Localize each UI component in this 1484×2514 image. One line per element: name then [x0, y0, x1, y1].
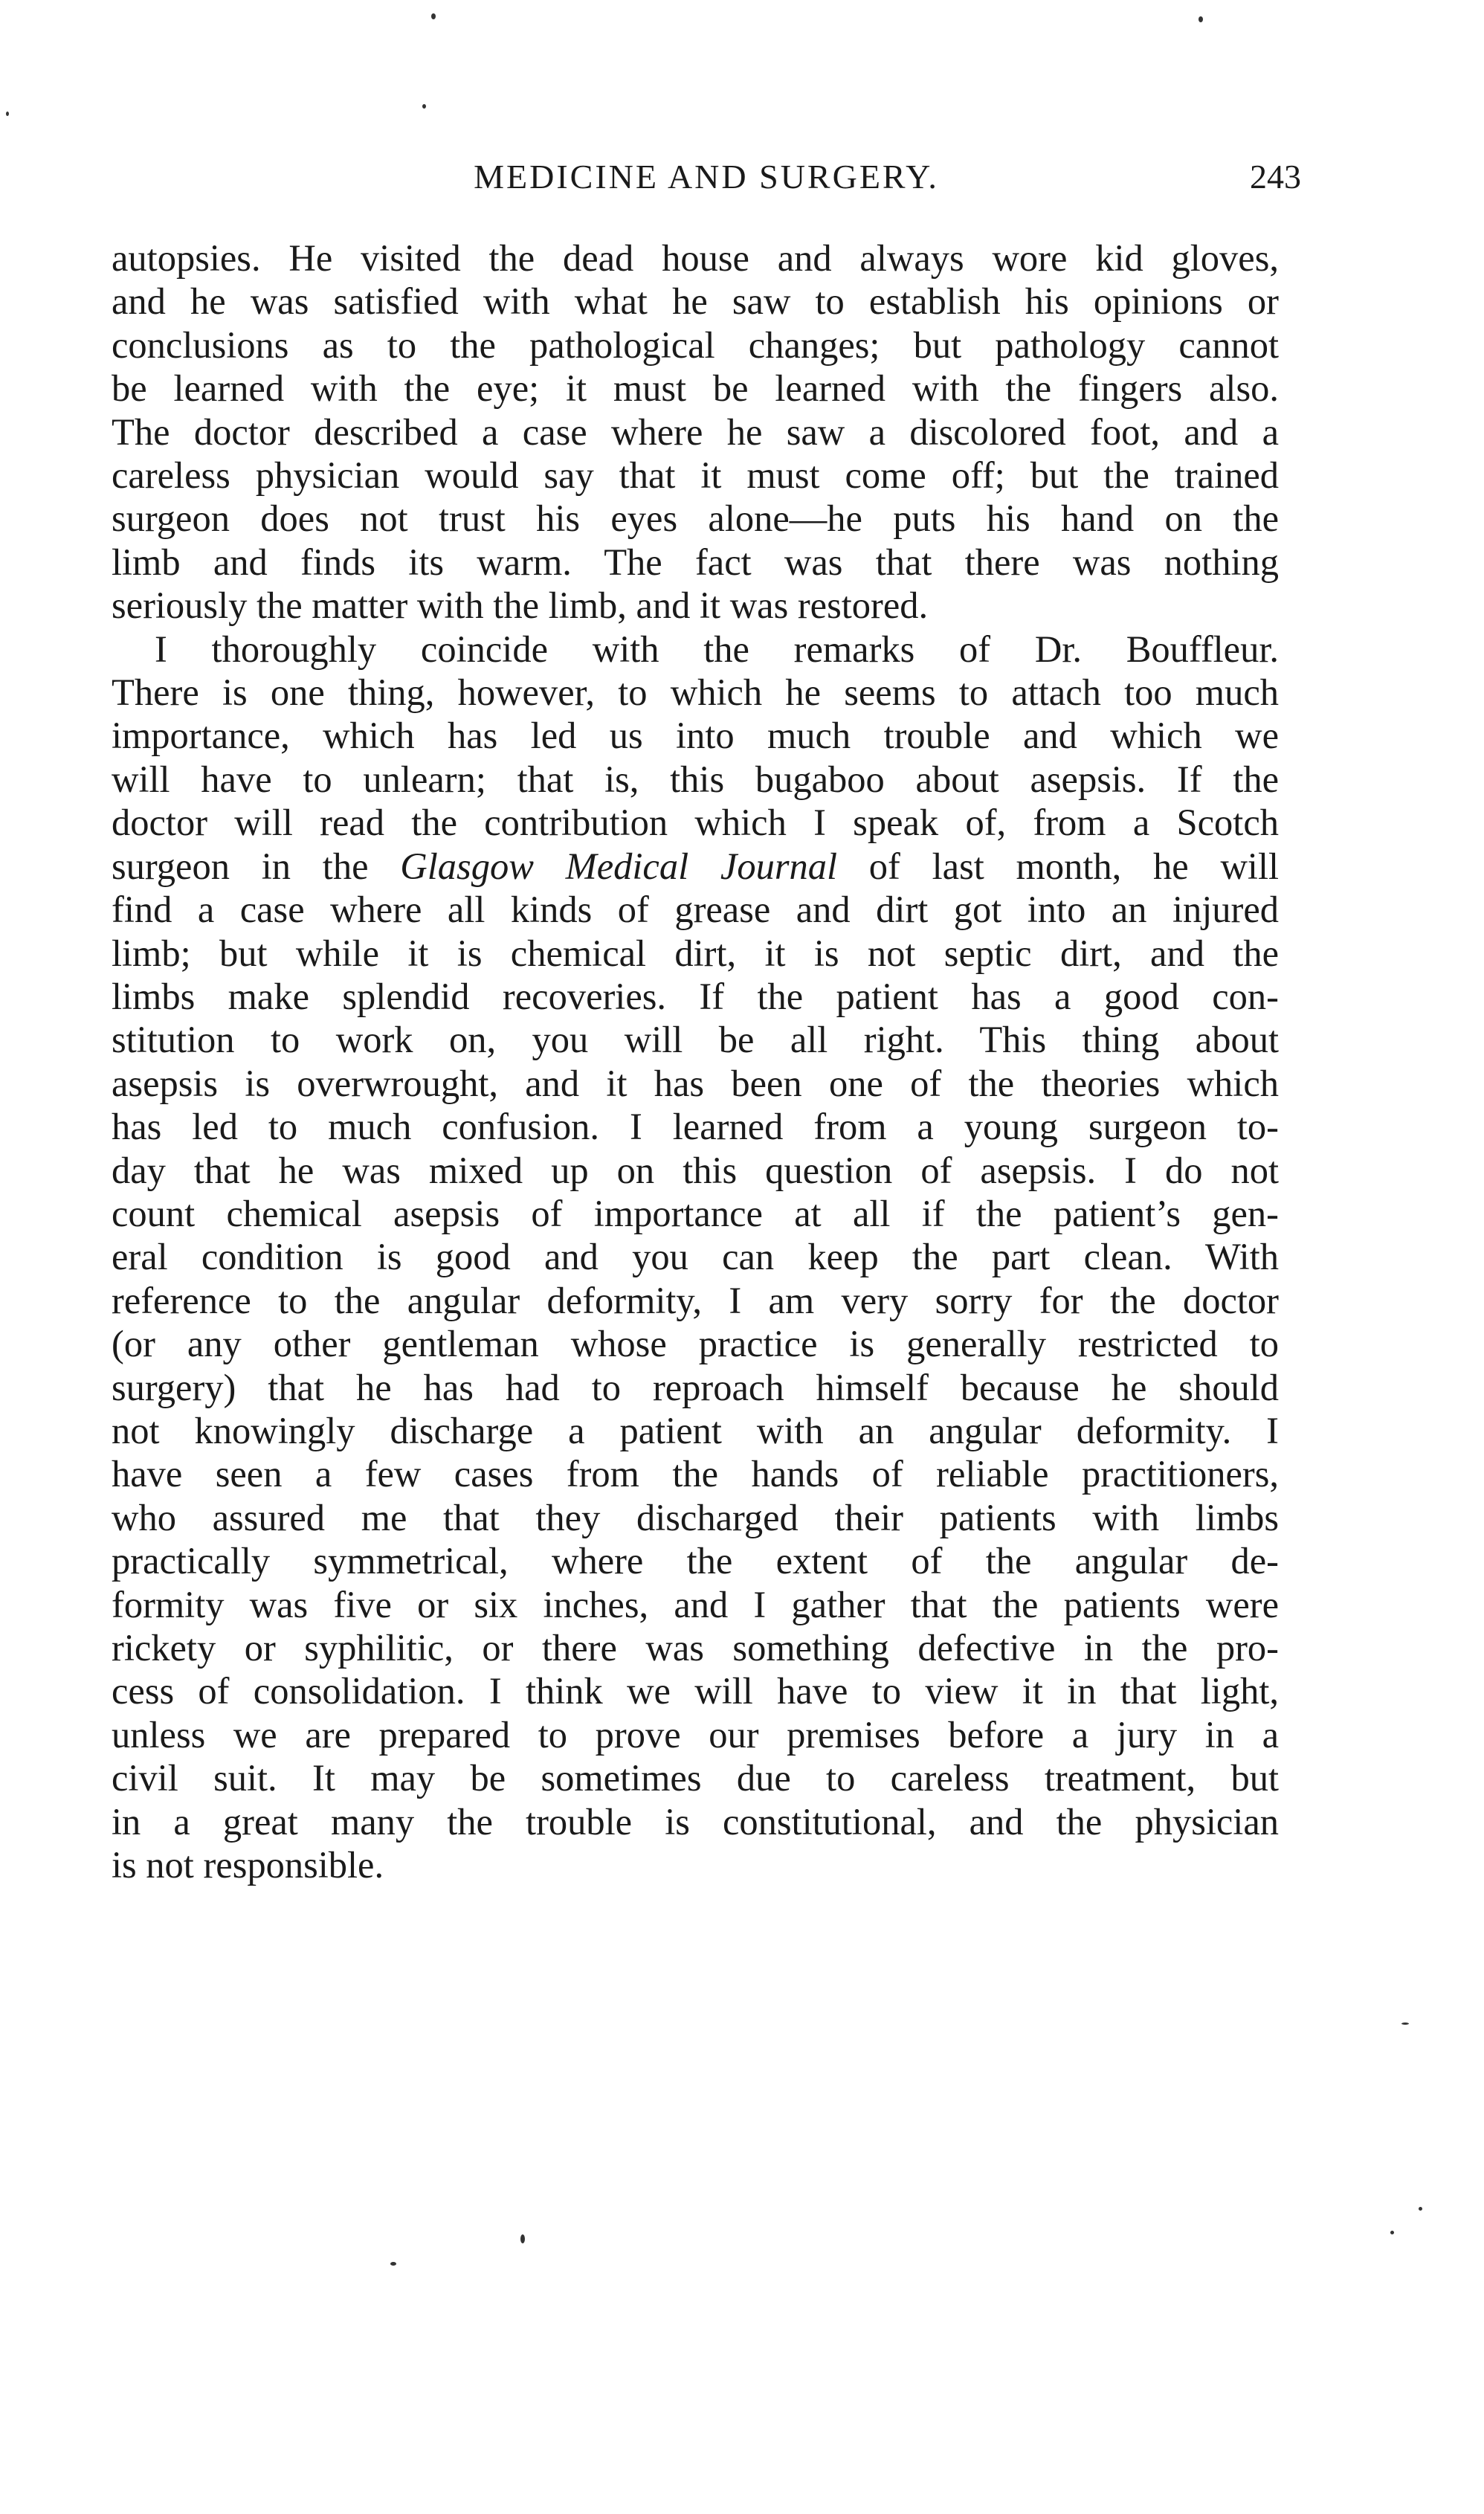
text-line: limb and finds its warm. The fact was that there was nothing: [112, 541, 1279, 583]
text-line: doctor will read the contribution which I speak of, from a Scotch: [112, 802, 1279, 844]
print-speck: [1401, 2023, 1409, 2025]
text-line: autopsies. He visited the dead house and always wore kid gloves,: [112, 237, 1279, 279]
text-line: day that he was mixed up on this question of asepsis. I do not: [112, 1149, 1279, 1191]
print-speck: [1199, 16, 1203, 22]
text-line: formity was five or six inches, and I gather that the patients were: [112, 1583, 1279, 1625]
text-line: and he was satisfied with what he saw to establish his opinions or: [112, 280, 1279, 323]
print-speck: [431, 13, 436, 19]
body-text: [112, 236, 1279, 1886]
text-segment: of last month, he will: [837, 845, 1280, 887]
print-speck: [520, 2234, 525, 2243]
text-line: I thoroughly coincide with the remarks of Dr. Bouffleur.: [155, 628, 1279, 670]
journal-title: Glasgow Medical Journal: [400, 845, 837, 887]
text-line: The doctor described a case where he saw a discolored foot, and a: [112, 410, 1279, 453]
text-line: eral condition is good and you can keep the part clean. With: [112, 1236, 1279, 1278]
text-line: practically symmetrical, where the extent of the angular de-: [112, 1540, 1279, 1582]
text-line: seriously the matter with the limb, and it was restored.: [112, 584, 929, 627]
text-line: careless physician would say that it must come off; but the trained: [112, 454, 1279, 497]
text-line: have seen a few cases from the hands of reliable practitioners,: [112, 1453, 1279, 1495]
print-speck: [422, 104, 426, 109]
text-line: has led to much confusion. I learned from a young surgeon to-: [112, 1106, 1279, 1148]
text-segment: surgeon in the: [112, 845, 401, 887]
text-line: will have to unlearn; that is, this bugaboo about asepsis. If the: [112, 758, 1279, 800]
text-line: surgeon does not trust his eyes alone—he puts his hand on the: [112, 497, 1279, 540]
text-line: count chemical asepsis of importance at all if the patient’s gen-: [112, 1192, 1279, 1234]
text-line: limbs make splendid recoveries. If the patient has a good con-: [112, 975, 1279, 1017]
text-line: who assured me that they discharged their patients with limbs: [112, 1496, 1279, 1538]
text-line: be learned with the eye; it must be learned with the fingers also.: [112, 367, 1279, 410]
text-line: cess of consolidation. I think we will have to view it in that light,: [112, 1670, 1279, 1712]
text-line: not knowingly discharge a patient with an angular deformity. I: [112, 1409, 1279, 1451]
text-line: find a case where all kinds of grease and dirt got into an injured: [112, 889, 1279, 931]
print-speck: [6, 112, 9, 116]
text-line: in a great many the trouble is constitutional, and the physician: [112, 1800, 1279, 1843]
print-speck: [1390, 2231, 1394, 2234]
print-speck: [1419, 2207, 1422, 2211]
text-line: unless we are prepared to prove our premises before a jury in a: [112, 1713, 1279, 1756]
text-line: civil suit. It may be sometimes due to careless treatment, but: [112, 1757, 1279, 1799]
print-speck: [390, 2262, 396, 2266]
text-line: asepsis is overwrought, and it has been one of the theories which: [112, 1062, 1279, 1104]
text-line: There is one thing, however, to which he seems to attach too much: [112, 671, 1279, 714]
page-header: [112, 155, 1301, 199]
text-line: surgery) that he has had to reproach himself because he should: [112, 1366, 1279, 1408]
text-line: conclusions as to the pathological changes; but pathology cannot: [112, 323, 1279, 366]
text-line: limb; but while it is chemical dirt, it is not septic dirt, and the: [112, 932, 1279, 974]
text-line: reference to the angular deformity, I am very sorry for the doctor: [112, 1279, 1279, 1321]
text-line: (or any other gentleman whose practice is generally restricted to: [112, 1323, 1279, 1365]
page-number: 243: [1250, 158, 1301, 196]
running-head: MEDICINE AND SURGERY.: [474, 158, 939, 196]
text-line: rickety or syphilitic, or there was something defective in the pro-: [112, 1627, 1279, 1669]
text-line: [112, 845, 1279, 888]
text-line: is not responsible.: [112, 1844, 384, 1886]
text-line: stitution to work on, you will be all right. This thing about: [112, 1019, 1279, 1061]
text-line: importance, which has led us into much trouble and which we: [112, 715, 1279, 757]
